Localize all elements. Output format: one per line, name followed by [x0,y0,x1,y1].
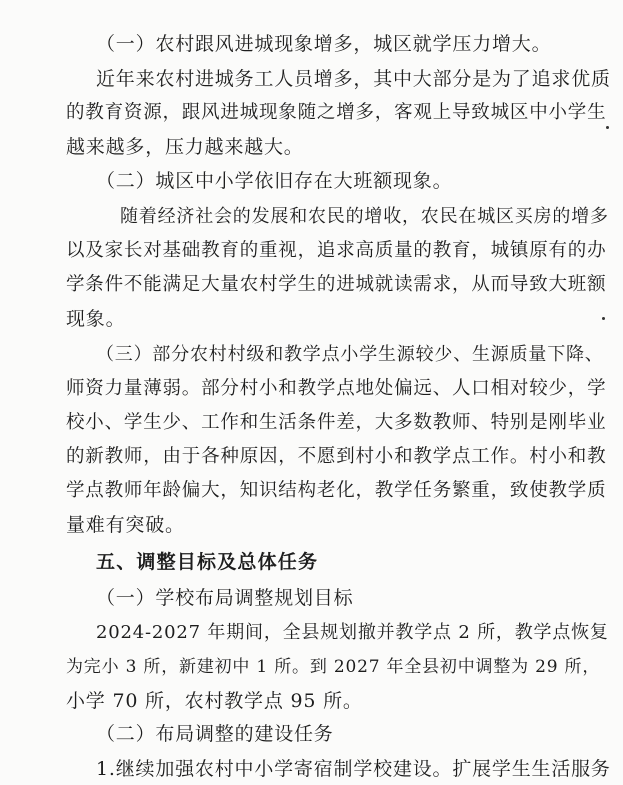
paragraph-line: 师资力量薄弱。部分村小和教学点地处偏远、人口相对较少，学 [66,378,607,399]
subsection-heading-2: （二）布局调整的建设任务 [96,723,334,745]
paragraph-line: 校小、学生少、工作和生活条件差，大多数教师、特别是刚毕业 [66,412,607,433]
scan-speck [606,126,609,129]
chapter-heading-5: 五、调整目标及总体任务 [96,551,319,573]
section-heading-2: （二）城区中小学依旧存在大班额现象。 [96,170,453,192]
section-heading-1: （一）农村跟风进城现象增多，城区就学压力增大。 [96,33,552,55]
paragraph-line: 量难有突破。 [66,514,185,536]
paragraph-line: 的新教师，由于各种原因，不愿到村小和教学点工作。村小和教 [66,446,607,467]
paragraph-line: 学条件不能满足大量农村学生的进城就读需求，从而导致大班额 [66,274,607,295]
paragraph-line: 近年来农村进城务工人员增多，其中大部分是为了追求优质 [96,68,611,90]
paragraph-line: 为完小 3 所，新建初中 1 所。到 2027 年全县初中调整为 29 所， [66,657,601,677]
paragraph-line: 1.继续加强农村中小学寄宿制学校建设。扩展学生生活服务 [96,758,611,780]
scan-speck [602,317,605,320]
paragraph-line: 现象。 [66,308,126,330]
paragraph-line: 2024-2027 年期间，全县规划撤并教学点 2 所，教学点恢复 [96,622,609,643]
paragraph-line: 越来越多，压力越来越大。 [66,136,304,158]
paragraph-line: 学点教师年龄偏大，知识结构老化，教学任务繁重，致使教学质 [66,480,607,501]
paragraph-line: 以及家长对基础教育的重视，追求高质量的教育，城镇原有的办 [66,240,607,261]
subsection-heading-1: （一）学校布局调整规划目标 [96,587,354,609]
paragraph-line: 小学 70 所，农村教学点 95 所。 [66,690,363,712]
paragraph-line: 随着经济社会的发展和农民的增收，农民在城区买房的增多 [120,206,609,227]
paragraph-line: 的教育资源，跟风进城现象随之增多，客观上导致城区中小学生 [66,102,607,123]
paragraph-line: （三）部分农村村级和教学点小学生源较少、生源质量下降、 [96,344,604,365]
